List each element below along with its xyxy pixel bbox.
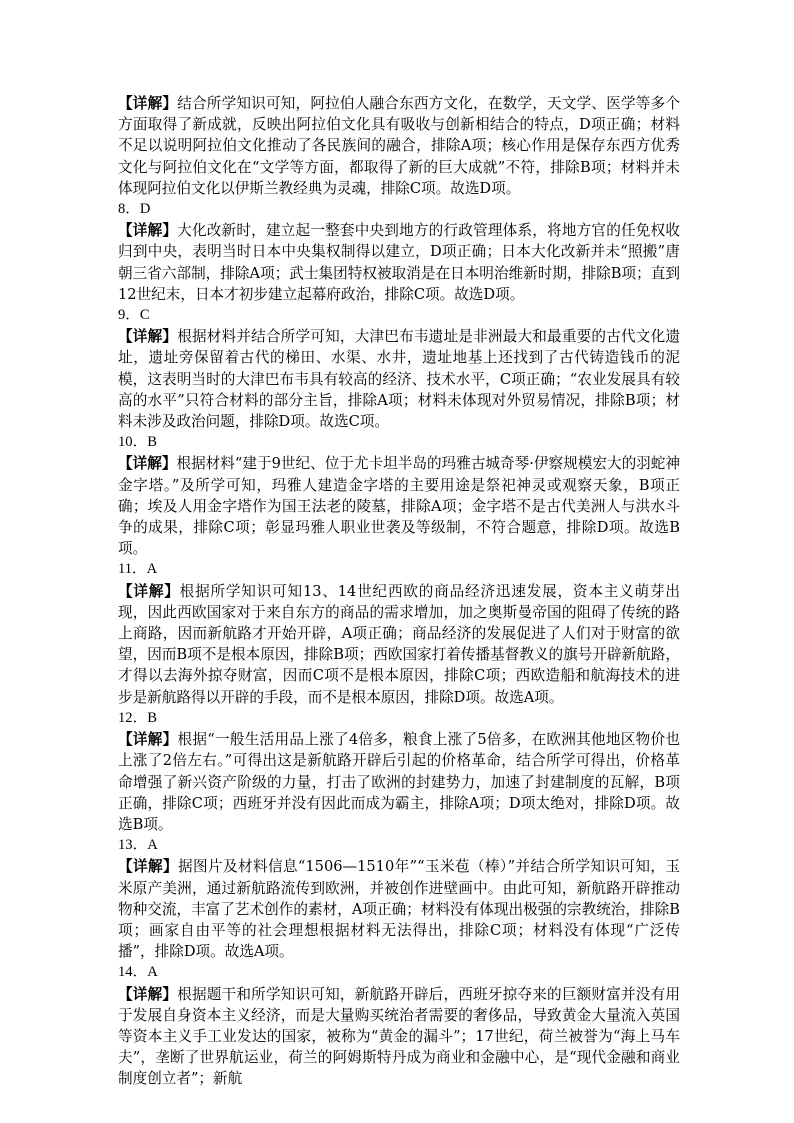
explanation-14: [118, 984, 680, 1090]
answer-10: 10．B: [118, 434, 157, 451]
explanation-12: [118, 729, 680, 835]
detail-tag: 【详解】: [118, 582, 180, 600]
detail-tag: 【详解】: [118, 95, 178, 112]
detail-tag: 【详解】: [118, 858, 178, 876]
explanation-9: [118, 326, 680, 432]
answer-explanations: [118, 93, 680, 1090]
explanation-13: [118, 856, 680, 962]
explanation-text: 根据材料并结合所学可知，大津巴布韦遗址是非洲最大和最重要的古代文化遗址，遗址旁保留着古代的梯田、水渠、水井，遗址地基上还找到了古代铸造钱币的泥模，这表明当时的大津巴布韦具有较高的经济、技术水平，C项正确；“农业发展具有较高的水平”只符合材料的部分主旨，排除A项；材料未体现对外贸易情况，排除B项；材料未涉及政治问题，排除D项。故选C项。: [118, 328, 680, 431]
answer-11: 11．A: [118, 561, 158, 578]
explanation-10: [118, 453, 680, 559]
explanation-text: 根据材料“建于9世纪、位于尤卡坦半岛的玛雅古城奇琴·伊察规模宏大的羽蛇神金字塔。”及所学可知，玛雅人建造金字塔的主要用途是祭祀神灵或观察天象，B项正确；埃及人用金字塔作为国王法老的陵墓，排除A项；金字塔不是古代美洲人与洪水斗争的成果，排除C项；彰显玛雅人职业世袭及等级制，不符合题意，排除D项。故选B项。: [118, 455, 680, 558]
explanation-text: 结合所学知识可知，阿拉伯人融合东西方文化，在数学，天文学、医学等多个方面取得了新成就，反映出阿拉伯文化具有吸收与创新相结合的特点，D项正确；材料不足以说明阿拉伯文化推动了各民族间的融合，排除A项；核心作用是保存东西方优秀文化与阿拉伯文化在“文学等方面，都取得了新的巨大成就”不符，排除B项；材料并未体现阿拉伯文化以伊斯兰教经典为灵魂，排除C项。故选D项。: [118, 95, 680, 197]
explanation-text: 据图片及材料信息“1506—1510年”“玉米苞（棒）”并结合所学知识可知，玉米原产美洲，通过新航路流传到欧洲，并被创作进壁画中。由此可知，新航路开辟推动物种交流，丰富了艺术创作的素材，A项正确；材料没有体现出极强的宗教统治，排除B项；画家自由平等的社会理想根据材料无法得出，排除C项；材料没有体现“广泛传播”，排除D项。故选A项。: [118, 858, 680, 961]
answer-14: 14．A: [118, 964, 158, 981]
explanation-11: [118, 581, 680, 708]
explanation-text: 根据题干和所学知识可知，新航路开辟后，西班牙掠夺来的巨额财富并没有用于发展自身资本主义经济，而是大量购买统治者需要的奢侈品，导致黄金大量流入英国等资本主义手工业发达的国家，被称为“黄金的漏斗”；17世纪，荷兰被誉为“海上马车夫”，垄断了世界航运业，荷兰的阿姆斯特丹成为商业和金融中心，是“现代金融和商业制度创立者”；新航: [118, 985, 680, 1088]
explanation-8: [118, 220, 680, 305]
detail-tag: 【详解】: [118, 985, 178, 1003]
explanation-text: 大化改新时，建立起一整套中央到地方的行政管理体系，将地方官的任免权收归到中央，表明当时日本中央集权制得以建立，D项正确；日本大化改新并未“照搬”唐朝三省六部制，排除A项；武士集团特权被取消是在日本明治维新时期，排除B项；直到12世纪末，日本才初步建立起幕府政治，排除C项。故选D项。: [118, 222, 680, 303]
detail-tag: 【详解】: [118, 222, 178, 240]
explanation-7: [118, 93, 680, 199]
detail-tag: 【详解】: [118, 455, 177, 473]
answer-12: 12．B: [118, 709, 157, 726]
explanation-text: 根据“一般生活用品上涨了4倍多，粮食上涨了5倍多，在欧洲其他地区物价也上涨了2倍左右。”可得出这是新航路开辟后引起的价格革命，结合所学可得出，价格革命增强了新兴资产阶级的力量，打击了欧洲的封建势力，加速了封建制度的瓦解，B项正确，排除C项；西班牙并没有因此而成为霸主，排除A项；D项太绝对，排除D项。故选B项。: [118, 731, 680, 833]
explanation-text: 根据所学知识可知13、14世纪西欧的商品经济迅速发展，资本主义萌芽出现，因此西欧国家对于来自东方的商品的需求增加，加之奥斯曼帝国的阻碍了传统的路上商路，因而新航路才开始开辟，A项正确；商品经济的发展促进了人们对于财富的欲望，因而B项不是根本原因，排除B项；西欧国家打着传播基督教义的旗号开辟新航路，才得以去海外掠夺财富，因而C项不是根本原因，排除C项；西欧造船和航海技术的进步是新航路得以开辟的手段，而不是根本原因，排除D项。故选A项。: [118, 582, 680, 706]
detail-tag: 【详解】: [118, 731, 178, 749]
answer-8: 8．D: [118, 201, 151, 218]
answer-9: 9．C: [118, 307, 150, 324]
answer-13: 13．A: [118, 837, 158, 854]
detail-tag: 【详解】: [118, 328, 178, 346]
